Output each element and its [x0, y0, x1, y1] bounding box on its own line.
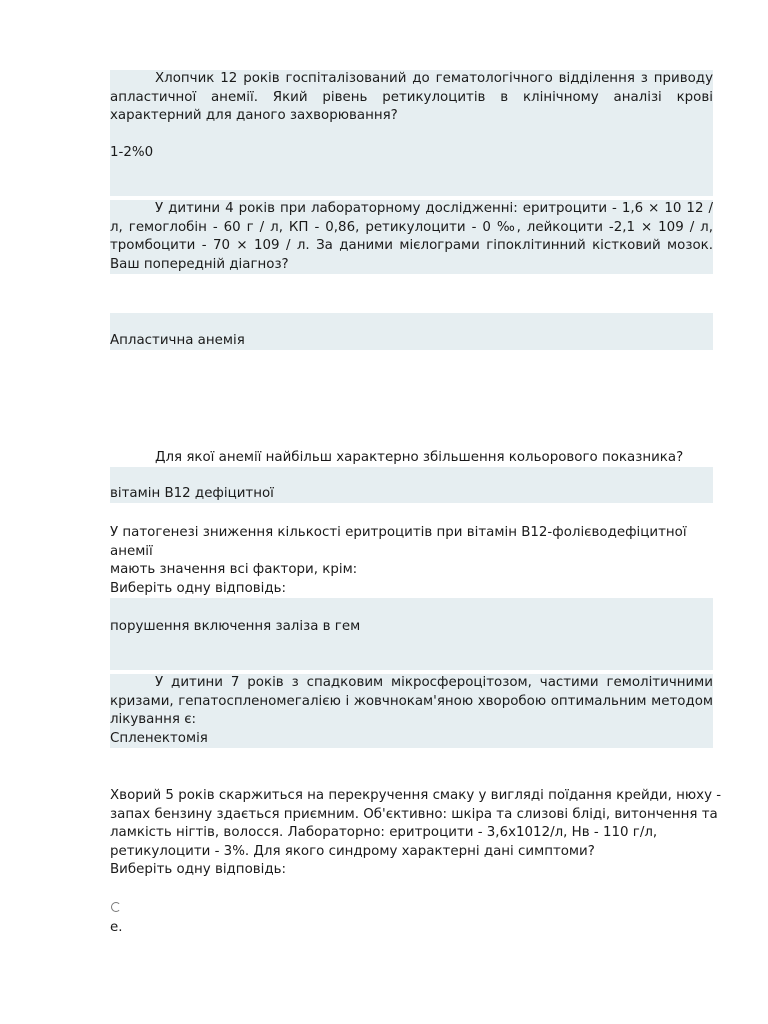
question-4-line-1: У патогенезі зниження кількості еритроцитів при вітамін В12-фолієводефіцитної анемії — [110, 525, 687, 559]
question-6-instruction: Виберіть одну відповідь: — [110, 862, 287, 877]
answer-2-box — [110, 313, 713, 350]
answer-1-box — [110, 124, 713, 196]
question-1-text: Хлопчик 12 років госпіталізований до гематологічного відділення з приводу апластичної анемії. Який рівень ретикулоцитів в клінічному аналізі крові характерний для даного захворювання? — [110, 70, 713, 126]
question-3-text: Для якої анемії найбільш характерно збільшення кольорового показника? — [155, 450, 684, 465]
answer-3-text: вітамін В12 дефіцитної — [110, 486, 274, 501]
question-4-instruction: Виберіть одну відповідь: — [110, 580, 287, 596]
question-6 — [110, 787, 730, 880]
answer-4-text: порушення включення заліза в гем — [110, 619, 361, 634]
option-e-label[interactable]: e. — [110, 920, 123, 935]
question-6-line-2: запах бензину здається приємним. Об'єктивно: шкіра та слизові бліді, витончення та — [110, 806, 718, 822]
question-5-text: У дитини 7 років з спадковим мікросфероцітозом, частими гемолітичними кризами, гепатоспленомегалією і жовчнокам'яною хворобою оптимальним методом лікування є: — [110, 674, 713, 730]
question-4-line-2: мають значення всі фактори, крім: — [110, 562, 358, 577]
answer-4-box — [110, 598, 713, 670]
question-6-line-3: ламкість нігтів, волосся. Лабораторно: еритроцити - 3,6х1012/л, Нв - 110 г/л, — [110, 825, 658, 840]
radio-button-icon[interactable] — [111, 902, 121, 912]
answer-2-text: Апластична анемія — [110, 333, 245, 348]
question-6-line-4: ретикулоцити - 3%. Для якого синдрому характерні дані симптоми? — [110, 843, 595, 859]
answer-5-box — [110, 730, 713, 748]
question-6-line-1: Хворий 5 років скаржиться на перекручення смаку у вигляді поїдання крейди, нюху - — [110, 788, 722, 803]
answer-3-box — [110, 467, 713, 503]
answer-5-text: Спленектомія — [110, 731, 208, 746]
question-4 — [110, 524, 720, 598]
answer-1-text: 1-2%0 — [110, 145, 154, 160]
question-2-text: У дитини 4 років при лабораторному дослідженні: еритроцити - 1,6 × 10 12 / л, гемоглобін - 60 г / л, КП - 0,86, ретикулоцити - 0 ‰, лейкоцити -2,1 × 109 / л, тромбоцити - 70 × 109 / л. За даними мієлограми гіпоклітинний кістковий мозок. Ваш попередній діагноз? — [110, 200, 713, 274]
